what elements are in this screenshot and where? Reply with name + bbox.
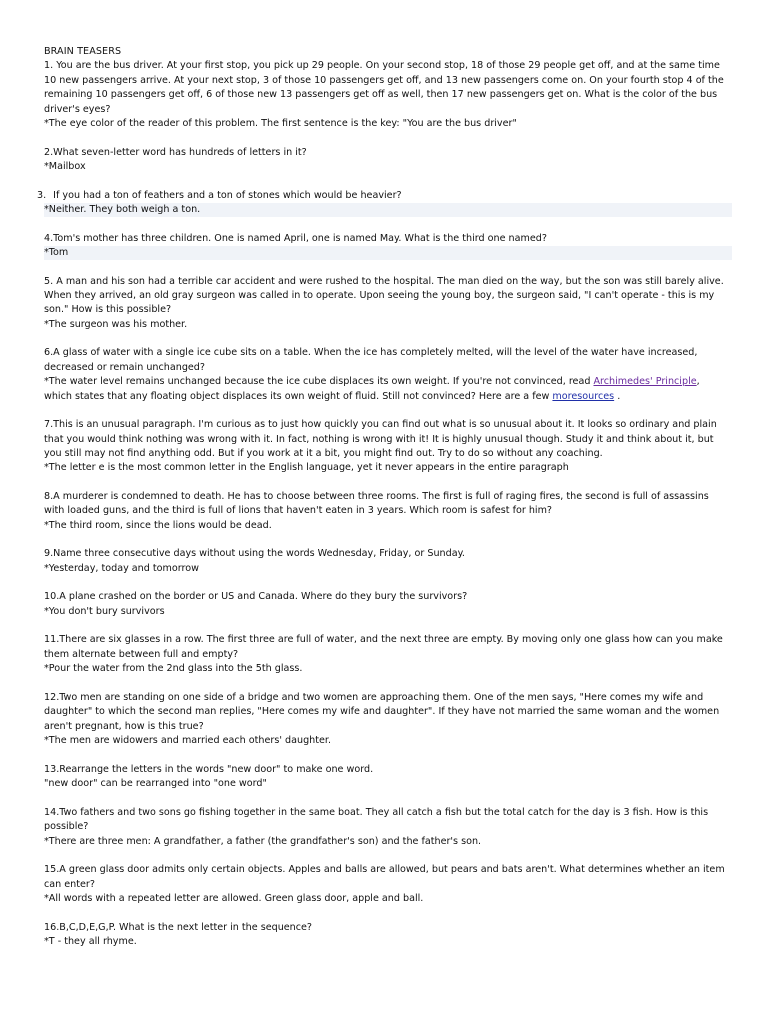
teaser-answer: *You don't bury survivors: [44, 605, 165, 617]
teaser-question: 16.B,C,D,E,G,P. What is the next letter in the sequence?: [44, 921, 313, 933]
teaser-question: 11.There are six glasses in a row. The first three are full of water, and the next three are empty. By moving only one glass how can you make them alternate between full and empty?: [44, 634, 723, 660]
teaser-14: [44, 806, 728, 849]
teaser-3: [37, 189, 728, 218]
teaser-question: 6.A glass of water with a single ice cube sits on a table. When the ice has completely melted, will the level of the water have increased, decreased or remain unchanged?: [44, 347, 698, 373]
teaser-4: [44, 232, 728, 261]
teaser-15: [44, 863, 728, 906]
teaser-2: [44, 146, 728, 175]
teaser-answer: *Pour the water from the 2nd glass into the 5th glass.: [44, 663, 303, 675]
teaser-question: 5. A man and his son had a terrible car accident and were rushed to the hospital. The man died on the way, but the son was still barely alive. When they arrived, an old gray surgeon was called in to operate. Upon seeing the young boy, the surgeon said, "I can't operate - this is my son." How is this possible?: [44, 275, 724, 316]
teaser-answer: [44, 375, 728, 404]
teaser-question: 1. You are the bus driver. At your first stop, you pick up 29 people. On your second stop, 18 of those 29 people get off, and at the same time 10 new passengers arrive. At your next stop, 3 of those 10 passengers get off, and 13 new passengers come on. On your fourth stop 4 of the remaining 10 passengers get off, 6 of those new 13 passengers get off as well, then 17 new passengers get on. What is the color of the bus driver's eyes?: [44, 60, 724, 115]
archimedes-principle-link[interactable]: Archimedes' Principle: [593, 376, 697, 388]
teaser-answer: *T - they all rhyme.: [44, 935, 137, 947]
teaser-1: [44, 59, 728, 131]
teaser-question: 7.This is an unusual paragraph. I'm curious as to just how quickly you can find out what is so unusual about it. It looks so ordinary and plain that you would think nothing was wrong with it. In fact, nothing is wrong with it! It is highly unusual though. Study it and think about it, but you still may not find anything odd. But if you work at it a bit, you might find out. Try to do so without any coaching.: [44, 419, 717, 460]
teaser-answer: *Yesterday, today and tomorrow: [44, 562, 199, 574]
teaser-10: [44, 590, 728, 619]
teaser-question: [37, 189, 728, 203]
teaser-11: [44, 633, 728, 676]
teaser-question: 15.A green glass door admits only certain objects. Apples and balls are allowed, but pears and bats aren't. What determines whether an item can enter?: [44, 864, 725, 890]
teaser-answer: "new door" can be rearranged into "one word": [44, 778, 267, 790]
teaser-answer: *There are three men: A grandfather, a father (the grandfather's son) and the father's son.: [44, 835, 482, 847]
teaser-question: 10.A plane crashed on the border or US and Canada. Where do they bury the survivors?: [44, 591, 468, 603]
teaser-question: 2.What seven-letter word has hundreds of letters in it?: [44, 146, 307, 158]
teaser-16: [44, 921, 728, 950]
teaser-question: 12.Two men are standing on one side of a bridge and two women are approaching them. One of the men says, "Here comes my wife and daughter" to which the second man replies, "Here comes my wife and daughter". If they have not married the same woman and the women aren't pregnant, how is this true?: [44, 691, 720, 732]
teaser-6: [44, 346, 728, 404]
teaser-question: 13.Rearrange the letters in the words "new door" to make one word.: [44, 763, 374, 775]
teaser-5: [44, 275, 728, 333]
more-sources-link[interactable]: moresources: [552, 390, 615, 402]
teaser-answer: *The men are widowers and married each others' daughter.: [44, 735, 332, 747]
answer-text-part: .: [614, 390, 621, 402]
answer-text-part: , which states that any floating object displaces its own weight of fluid. Still not convinced? Here are a few: [44, 376, 700, 402]
teaser-answer: *All words with a repeated letter are allowed. Green glass door, apple and ball.: [44, 892, 424, 904]
teaser-12: [44, 691, 728, 749]
teaser-answer: *The third room, since the lions would be dead.: [44, 519, 272, 531]
answer-text-part: *The water level remains unchanged because the ice cube displaces its own weight. If you're not convinced, read: [44, 376, 594, 388]
teaser-question-text: If you had a ton of feathers and a ton of stones which would be heavier?: [53, 189, 402, 201]
teaser-8: [44, 490, 728, 533]
teaser-answer: *Neither. They both weigh a ton.: [44, 203, 732, 217]
teaser-question: 8.A murderer is condemned to death. He has to choose between three rooms. The first is full of raging fires, the second is full of assassins with loaded guns, and the third is full of lions that haven't eaten in 3 years. Which room is safest for him?: [44, 491, 709, 517]
teaser-question: 14.Two fathers and two sons go fishing together in the same boat. They all catch a fish but the total catch for the day is 3 fish. How is this possible?: [44, 806, 709, 833]
teaser-answer: *Mailbox: [44, 161, 86, 173]
document-page: [37, 45, 728, 964]
teaser-answer: *The letter e is the most common letter in the English language, yet it never appears in the entire paragraph: [44, 462, 569, 474]
document-title: BRAIN TEASERS: [44, 46, 122, 57]
teaser-13: [44, 763, 728, 792]
teaser-number: 3.: [37, 189, 47, 201]
teaser-answer: *The eye color of the reader of this problem. The first sentence is the key: "You are the bus driver": [44, 118, 517, 130]
teaser-answer: *The surgeon was his mother.: [44, 318, 188, 330]
teaser-7: [44, 418, 728, 476]
teaser-question: 4.Tom's mother has three children. One is named April, one is named May. What is the third one named?: [44, 232, 547, 244]
teaser-answer: *Tom: [44, 246, 732, 260]
teaser-9: [44, 547, 728, 576]
teaser-question: 9.Name three consecutive days without using the words Wednesday, Friday, or Sunday.: [44, 548, 465, 560]
